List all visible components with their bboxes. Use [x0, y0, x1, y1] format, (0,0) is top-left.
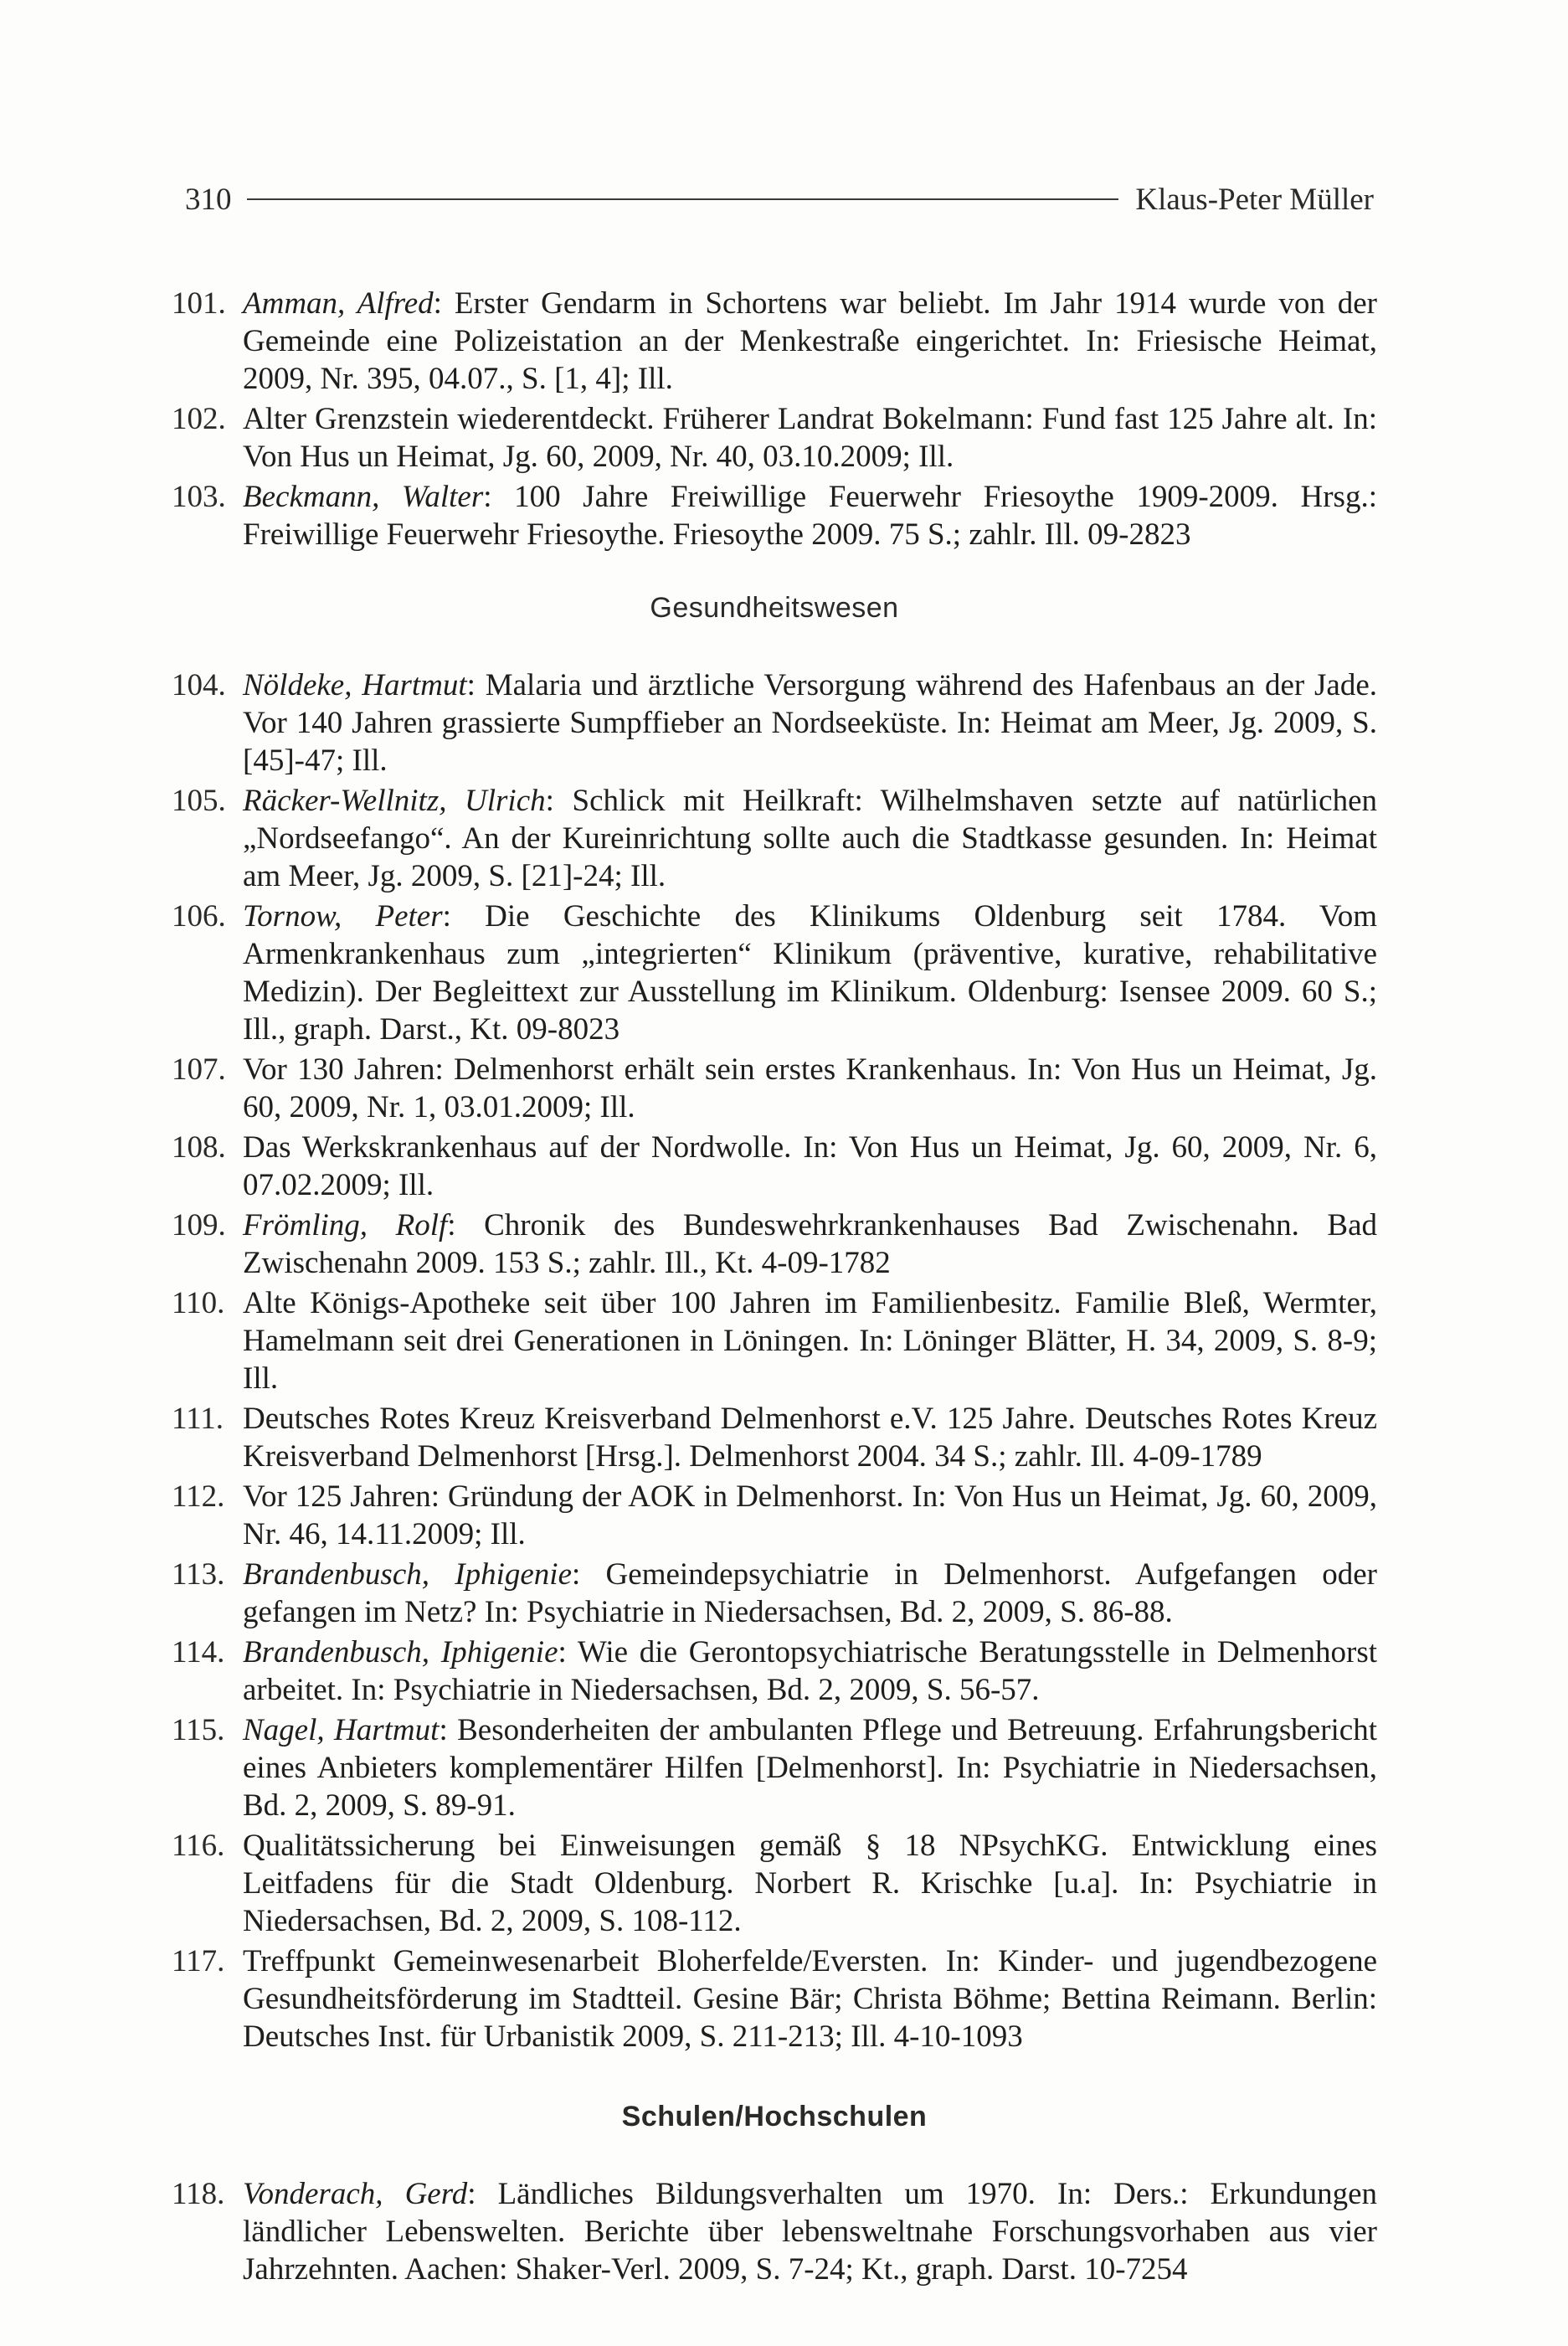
header-rule	[247, 198, 1119, 200]
entry-text	[243, 1400, 1377, 1475]
bibliography-entry	[172, 898, 1377, 1048]
bibliography-entry	[172, 1129, 1377, 1204]
entry-body: : Malaria und ärztliche Versorgung während des Hafenbaus an der Jade. Vor 140 Jahren grassierte Sumpffieber an Nordseeküste. In: Heimat am Meer, Jg. 2009, S. [45]-47; Ill.	[243, 668, 1378, 778]
entry-author: Räcker-Wellnitz, Ulrich	[243, 784, 546, 818]
entry-body: : Die Geschichte des Klinikums Oldenburg seit 1784. Vom Armenkrankenhaus zum „integrierten“ Klinikum (präventive, kurative, rehabilitative Medizin). Der Begleittext zur Ausstellung im Klinikum. Oldenburg: Isensee 2009. 60 S.; Ill., graph. Darst., Kt. 09-8023	[243, 899, 1377, 1047]
entry-body: : Ländliches Bildungsverhalten um 1970. In: Ders.: Erkundungen ländlicher Lebenswelten. Berichte über lebensweltnahe Forschungsvorhaben aus vier Jahrzehnten. Aachen: Shaker-Verl. 2009, S. 7-24; Kt., graph. Darst. 10-7254	[243, 2177, 1377, 2287]
entry-number: 116.	[172, 1829, 225, 1863]
entry-number: 113.	[172, 1557, 225, 1592]
entry-number: 110.	[172, 1286, 225, 1320]
entry-author: Nöldeke, Hartmut	[243, 668, 467, 702]
entry-text	[243, 1827, 1377, 1940]
bibliography-entry	[172, 478, 1377, 553]
entry-body: Treffpunkt Gemeinwesenarbeit Bloherfelde/Eversten. In: Kinder- und jugendbezogene Gesundheitsförderung im Stadtteil. Gesine Bär; Christa Böhme; Bettina Reimann. Berlin: Deutsches Inst. für Urbanistik 2009, S. 211-213; Ill. 4-10-1093	[243, 1944, 1377, 2054]
bibliography-entry	[172, 1051, 1377, 1126]
entry-body: : Chronik des Bundeswehrkrankenhauses Bad Zwischenahn. Bad Zwischenahn 2009. 153 S.; zahlr. Ill., Kt. 4-09-1782	[243, 1208, 1377, 1280]
entry-body: Alte Königs-Apotheke seit über 100 Jahren im Familienbesitz. Familie Bleß, Wermter, Hamelmann seit drei Generationen in Löningen. In: Löninger Blätter, H. 34, 2009, S. 8-9; Ill.	[243, 1286, 1377, 1396]
entry-body: : Wie die Gerontopsychiatrische Beratungsstelle in Delmenhorst arbeitet. In: Psychiatrie in Niedersachsen, Bd. 2, 2009, S. 56-57.	[243, 1635, 1377, 1707]
bibliography-entry	[172, 1827, 1377, 1940]
bibliography-entry	[172, 1400, 1377, 1475]
bibliography-entry	[172, 1206, 1377, 1282]
entry-text	[243, 1284, 1377, 1397]
entry-number: 105.	[172, 784, 226, 818]
entry-number: 101.	[172, 286, 226, 321]
entry-text	[243, 1478, 1377, 1553]
entry-text	[243, 1129, 1377, 1204]
entry-text	[243, 478, 1377, 553]
entry-body: : Besonderheiten der ambulanten Pflege und Betreuung. Erfahrungsbericht eines Anbieters komplementärer Hilfen [Delmenhorst]. In: Psychiatrie in Niedersachsen, Bd. 2, 2009, S. 89-91.	[243, 1713, 1378, 1823]
bibliography-entry	[172, 1284, 1377, 1397]
entry-number: 104.	[172, 668, 226, 702]
bibliography-entry	[172, 1942, 1377, 2055]
bibliography-list	[172, 285, 1377, 2291]
entry-number: 117.	[172, 1944, 225, 1978]
entry-author: Beckmann, Walter	[243, 480, 484, 514]
entry-text	[243, 1942, 1377, 2055]
entry-number: 111.	[172, 1402, 224, 1436]
entry-author: Tornow, Peter	[243, 899, 443, 934]
bibliography-entry	[172, 2175, 1377, 2288]
entry-text	[243, 1633, 1377, 1709]
entry-text	[243, 782, 1377, 895]
entry-author: Brandenbusch, Iphigenie	[243, 1635, 558, 1669]
entry-number: 107.	[172, 1052, 226, 1087]
bibliography-entry	[172, 285, 1377, 398]
entry-number: 102.	[172, 402, 226, 436]
bibliography-entry	[172, 1556, 1377, 1631]
entry-body: : Erster Gendarm in Schortens war beliebt. Im Jahr 1914 wurde von der Gemeinde eine Polizeistation an der Menkestraße eingerichtet. In: Friesische Heimat, 2009, Nr. 395, 04.07., S. [1, 4]; Ill.	[243, 286, 1378, 396]
entry-text	[243, 666, 1377, 779]
entry-body: Vor 130 Jahren: Delmenhorst erhält sein erstes Krankenhaus. In: Von Hus un Heimat, Jg. 60, 2009, Nr. 1, 03.01.2009; Ill.	[243, 1052, 1377, 1124]
entry-text	[243, 1556, 1377, 1631]
entry-number: 109.	[172, 1208, 226, 1242]
entry-text	[243, 2175, 1377, 2288]
entry-body: : Gemeindepsychiatrie in Delmenhorst. Aufgefangen oder gefangen im Netz? In: Psychiatrie in Niedersachsen, Bd. 2, 2009, S. 86-88.	[243, 1557, 1377, 1629]
bibliography-entry	[172, 666, 1377, 779]
page-number: 310	[185, 182, 232, 217]
entry-author: Brandenbusch, Iphigenie	[243, 1557, 572, 1592]
entry-number: 114.	[172, 1635, 225, 1669]
entry-text	[243, 1206, 1377, 1282]
entry-author: Amman, Alfred	[243, 286, 434, 321]
entry-author: Frömling, Rolf	[243, 1208, 448, 1242]
entry-text	[243, 1051, 1377, 1126]
entry-body: Deutsches Rotes Kreuz Kreisverband Delmenhorst e.V. 125 Jahre. Deutsches Rotes Kreuz Kreisverband Delmenhorst [Hrsg.]. Delmenhorst 2004. 34 S.; zahlr. Ill. 4-09-1789	[243, 1402, 1377, 1474]
entry-text	[243, 400, 1377, 476]
entry-number: 118.	[172, 2177, 225, 2211]
entry-number: 108.	[172, 1130, 226, 1165]
bibliography-entry	[172, 1478, 1377, 1553]
entry-text	[243, 898, 1377, 1048]
entry-author: Vonderach, Gerd	[243, 2177, 468, 2211]
entry-text	[243, 285, 1377, 398]
entry-text	[243, 1711, 1377, 1824]
entry-number: 106.	[172, 899, 226, 934]
section-heading-schulen-hochschulen: Schulen/Hochschulen	[621, 2101, 928, 2132]
bibliography-entry	[172, 400, 1377, 476]
entry-number: 112.	[172, 1479, 225, 1514]
entry-number: 115.	[172, 1713, 225, 1747]
entry-body: Vor 125 Jahren: Gründung der AOK in Delmenhorst. In: Von Hus un Heimat, Jg. 60, 2009, Nr. 46, 14.11.2009; Ill.	[243, 1479, 1377, 1551]
entry-author: Nagel, Hartmut	[243, 1713, 440, 1747]
entry-body: : 100 Jahre Freiwillige Feuerwehr Friesoythe 1909-2009. Hrsg.: Freiwillige Feuerwehr Friesoythe. Friesoythe 2009. 75 S.; zahlr. Ill. 09-2823	[243, 480, 1377, 552]
entry-body: Alter Grenzstein wiederentdeckt. Früherer Landrat Bokelmann: Fund fast 125 Jahre alt. In: Von Hus un Heimat, Jg. 60, 2009, Nr. 40, 03.10.2009; Ill.	[243, 402, 1377, 474]
entry-number: 103.	[172, 480, 226, 514]
entry-body: : Schlick mit Heilkraft: Wilhelmshaven setzte auf natürlichen „Nordseefango“. An der Kureinrichtung sollte auch die Stadtkasse gesunden. In: Heimat am Meer, Jg. 2009, S. [21]-24; Ill.	[243, 784, 1377, 893]
entry-body: Qualitätssicherung bei Einweisungen gemäß § 18 NPsychKG. Entwicklung eines Leitfadens für die Stadt Oldenburg. Norbert R. Krischke [u.a]. In: Psychiatrie in Niedersachsen, Bd. 2, 2009, S. 108-112.	[243, 1829, 1377, 1938]
bibliography-entry	[172, 1711, 1377, 1824]
section-heading-gesundheitswesen: Gesundheitswesen	[650, 592, 899, 624]
bibliography-entry	[172, 1633, 1377, 1709]
entry-body: Das Werkskrankenhaus auf der Nordwolle. In: Von Hus un Heimat, Jg. 60, 2009, Nr. 6, 07.02.2009; Ill.	[243, 1130, 1377, 1202]
bibliography-entry	[172, 782, 1377, 895]
page-header	[185, 174, 1374, 224]
running-head-author: Klaus-Peter Müller	[1135, 182, 1374, 217]
